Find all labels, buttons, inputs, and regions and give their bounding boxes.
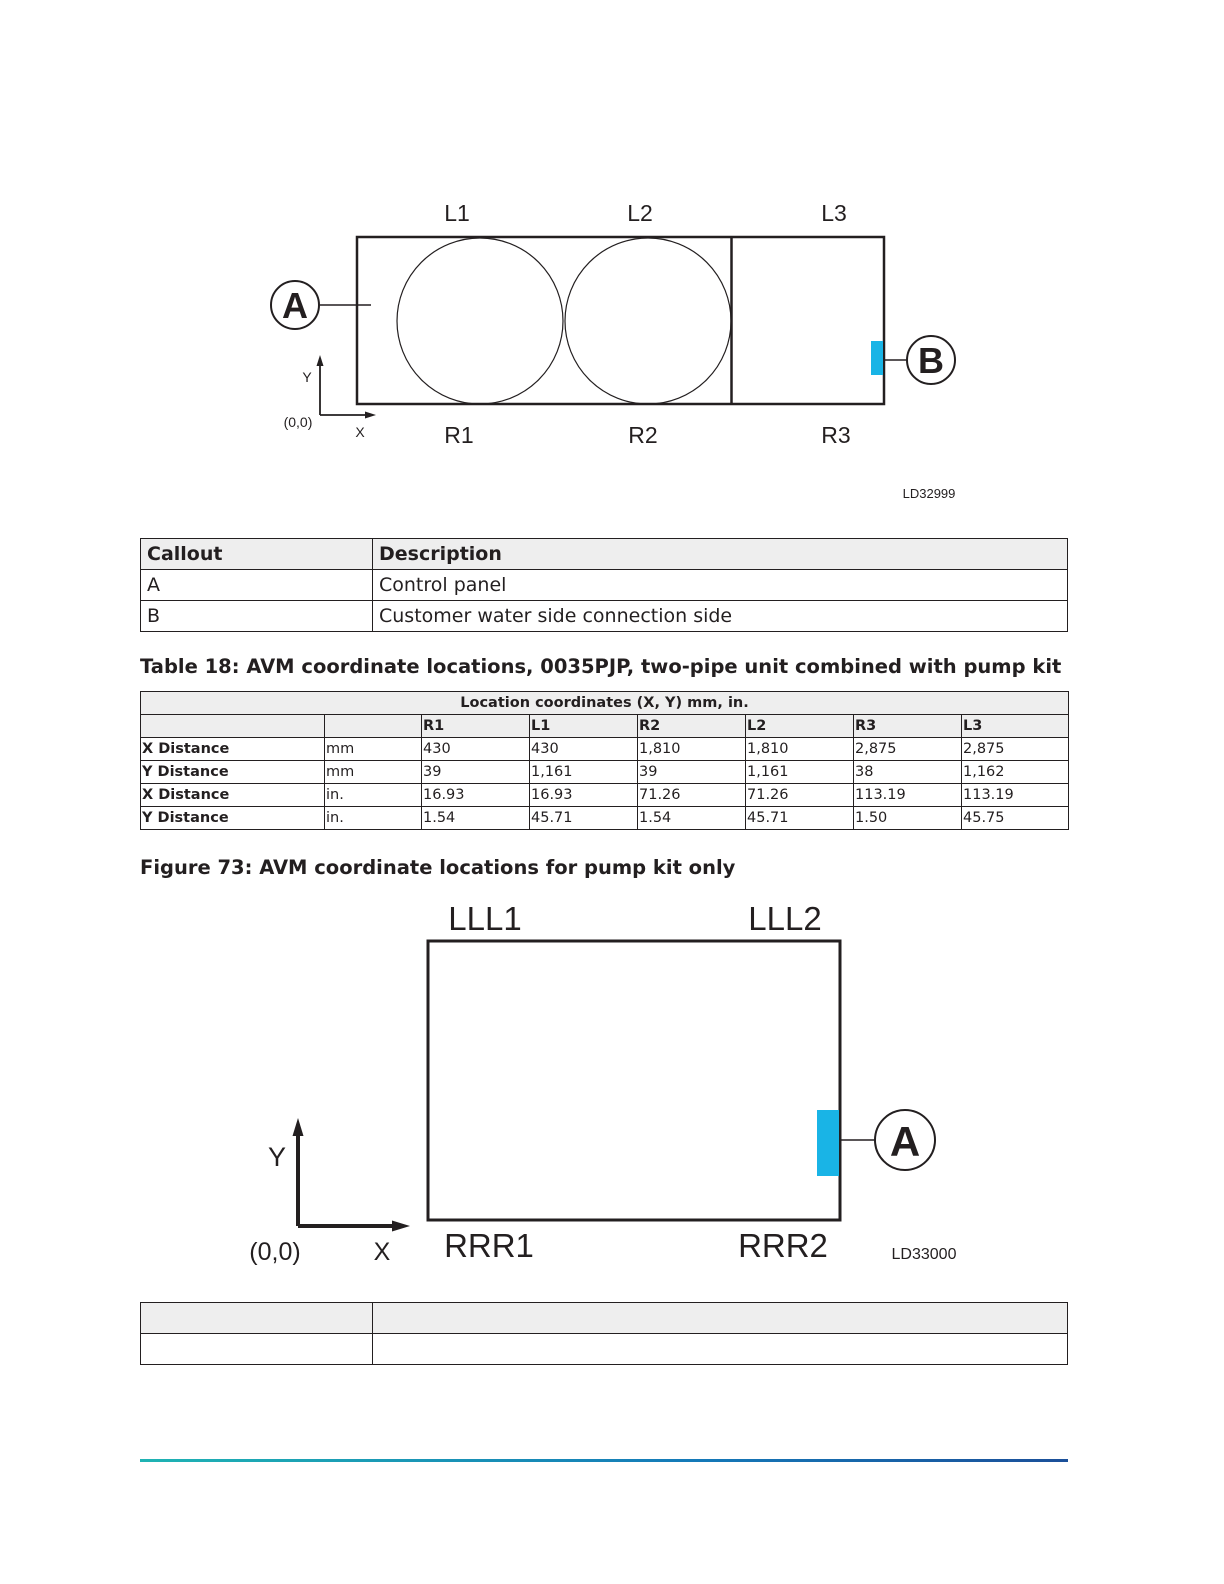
- label-rrr2: RRR2: [738, 1227, 828, 1264]
- label-r3: R3: [821, 422, 851, 448]
- table-cell: 1,810: [638, 738, 746, 761]
- table-cell: 1,162: [962, 761, 1069, 784]
- table-cell: 1.50: [854, 807, 962, 830]
- table-cell: 45.71: [746, 807, 854, 830]
- table-cell: [141, 1334, 373, 1365]
- table-cell: 1,810: [746, 738, 854, 761]
- origin-label: (0,0): [249, 1238, 301, 1266]
- table-cell: 430: [530, 738, 638, 761]
- table-cell: 39: [422, 761, 530, 784]
- table-cell: 1.54: [638, 807, 746, 830]
- empty-callout-table: [140, 1302, 1068, 1365]
- label-r2: R2: [628, 422, 658, 448]
- row-label: Y Distance: [141, 761, 325, 784]
- axis-indicator: [249, 1118, 410, 1266]
- water-connection-marker: [817, 1110, 839, 1176]
- figure-code: LD33000: [891, 1246, 957, 1263]
- label-lll2: LLL2: [748, 900, 822, 937]
- column-header: L3: [962, 715, 1069, 738]
- table-cell: mm: [325, 738, 422, 761]
- table-header-row: [141, 1303, 1068, 1334]
- row-label: X Distance: [141, 784, 325, 807]
- origin-label: (0,0): [283, 414, 313, 430]
- table-cell: mm: [325, 761, 422, 784]
- row-label: X Distance: [141, 738, 325, 761]
- label-lll1: LLL1: [448, 900, 522, 937]
- table-cell: 113.19: [854, 784, 962, 807]
- label-l1: L1: [444, 200, 470, 226]
- column-header: R1: [422, 715, 530, 738]
- cell-callout: B: [141, 601, 373, 632]
- callout-a-marker: [840, 1110, 935, 1170]
- axis-y-label: Y: [302, 369, 312, 385]
- header-description: Description: [373, 539, 1068, 570]
- label-l2: L2: [627, 200, 653, 226]
- table-cell: 2,875: [962, 738, 1069, 761]
- cell-description: Control panel: [373, 570, 1068, 601]
- callout-b-letter: B: [918, 340, 944, 381]
- table-cell: 45.75: [962, 807, 1069, 830]
- table-cell: 1.54: [422, 807, 530, 830]
- axis-y-label: Y: [267, 1142, 287, 1172]
- header-callout: Callout: [141, 539, 373, 570]
- table-cell: [373, 1303, 1068, 1334]
- table-row: [141, 1334, 1068, 1365]
- table18-caption: Table 18: AVM coordinate locations, 0035PJP, two-pipe unit combined with pump kit: [140, 655, 1062, 678]
- pump-kit-outline: [428, 941, 840, 1220]
- column-header: R2: [638, 715, 746, 738]
- callout-a-letter: A: [282, 285, 308, 326]
- table-cell: [141, 1303, 373, 1334]
- table-cell: 16.93: [422, 784, 530, 807]
- callout-a-letter: A: [889, 1118, 921, 1165]
- figure73-caption: Figure 73: AVM coordinate locations for pump kit only: [140, 856, 736, 879]
- table-cell: 16.93: [530, 784, 638, 807]
- table-cell: 1,161: [530, 761, 638, 784]
- table-cell: in.: [325, 807, 422, 830]
- table-cell: [373, 1334, 1068, 1365]
- table-cell: 39: [638, 761, 746, 784]
- figure-code: LD32999: [902, 486, 956, 501]
- table-cell: 430: [422, 738, 530, 761]
- row-label: Y Distance: [141, 807, 325, 830]
- table-cell: 45.71: [530, 807, 638, 830]
- label-l3: L3: [821, 200, 847, 226]
- column-header: R3: [854, 715, 962, 738]
- footer-rule: [140, 1459, 1068, 1462]
- cell-callout: A: [141, 570, 373, 601]
- table-cell: 71.26: [638, 784, 746, 807]
- table-cell: in.: [325, 784, 422, 807]
- column-header: L1: [530, 715, 638, 738]
- table-cell: 38: [854, 761, 962, 784]
- label-rrr1: RRR1: [444, 1227, 534, 1264]
- label-r1: R1: [444, 422, 474, 448]
- column-header: L2: [746, 715, 854, 738]
- table-cell: 71.26: [746, 784, 854, 807]
- table-cell: 2,875: [854, 738, 962, 761]
- cell-description: Customer water side connection side: [373, 601, 1068, 632]
- axis-x-label: X: [373, 1238, 391, 1266]
- axis-x-label: X: [355, 424, 365, 440]
- span-header: Location coordinates (X, Y) mm, in.: [141, 692, 1069, 715]
- table-cell: 113.19: [962, 784, 1069, 807]
- table-cell: 1,161: [746, 761, 854, 784]
